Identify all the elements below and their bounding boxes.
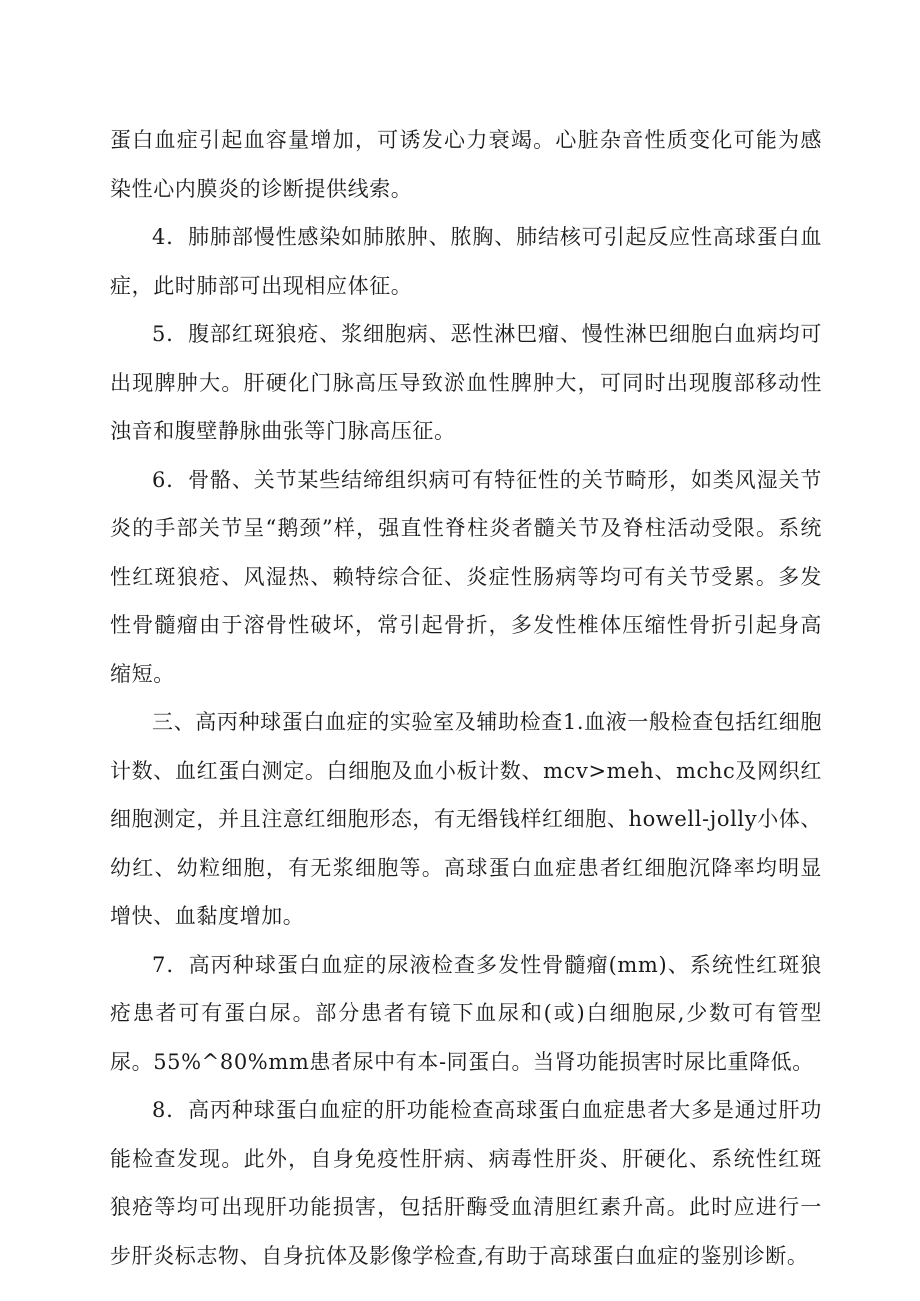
paragraph-item-8: 8．高丙种球蛋白血症的肝功能检查高球蛋白血症患者大多是通过肝功能检查发现。此外，自身免疫性肝病、病毒性肝炎、肝硬化、系统性红斑狼疮等均可出现肝功能损害，包括肝酶受血清胆红素升高。此时应进行一步肝炎标志物、自身抗体及影像学检查,有助于高球蛋白血症的鉴别诊断。 (110, 1098, 822, 1268)
paragraph-item-5: 5．腹部红斑狼疮、浆细胞病、恶性淋巴瘤、慢性淋巴细胞白血病均可出现脾肿大。肝硬化门脉高压导致淤血性脾肿大，可同时出现腹部移动性浊音和腹壁静脉曲张等门脉高压征。 (110, 322, 822, 443)
paragraph-item-6: 6．骨骼、关节某些结缔组织病可有特征性的关节畸形，如类风湿关节炎的手部关节呈“鹅颈”样，强直性脊柱炎者髓关节及脊柱活动受限。系统性红斑狼疮、风湿热、赖特综合征、炎症性肠病等均可有关节受累。多发性骨髓瘤由于溶骨性破坏，常引起骨折，多发性椎体压缩性骨折引起身高缩短。 (110, 467, 822, 686)
paragraph-continuation: 蛋白血症引起血容量增加，可诱发心力衰竭。心脏杂音性质变化可能为感染性心内膜炎的诊断提供线索。 (110, 128, 822, 201)
paragraph-item-4: 4．肺肺部慢性感染如肺脓肿、脓胸、肺结核可引起反应性高球蛋白血症，此时肺部可出现相应体征。 (110, 225, 822, 298)
paragraph-item-7: 7．高丙种球蛋白血症的尿液检查多发性骨髓瘤(mm)、系统性红斑狼疮患者可有蛋白尿。部分患者有镜下血尿和(或)白细胞尿,少数可有管型尿。55%^80%mm患者尿中有本-同蛋白。当肾功能损害时尿比重降低。 (110, 952, 822, 1074)
paragraph-section-3: 三、高丙种球蛋白血症的实验室及辅助检查1.血液一般检查包括红细胞计数、血红蛋白测定。白细胞及血小板计数、mcv>meh、mchc及网织红细胞测定，并且注意红细胞形态，有无缗钱样红细胞、howell-jolly小体、幼红、幼粒细胞，有无浆细胞等。高球蛋白血症患者红细胞沉降率均明显增快、血黏度增加。 (110, 710, 822, 928)
document-body (110, 116, 822, 1280)
